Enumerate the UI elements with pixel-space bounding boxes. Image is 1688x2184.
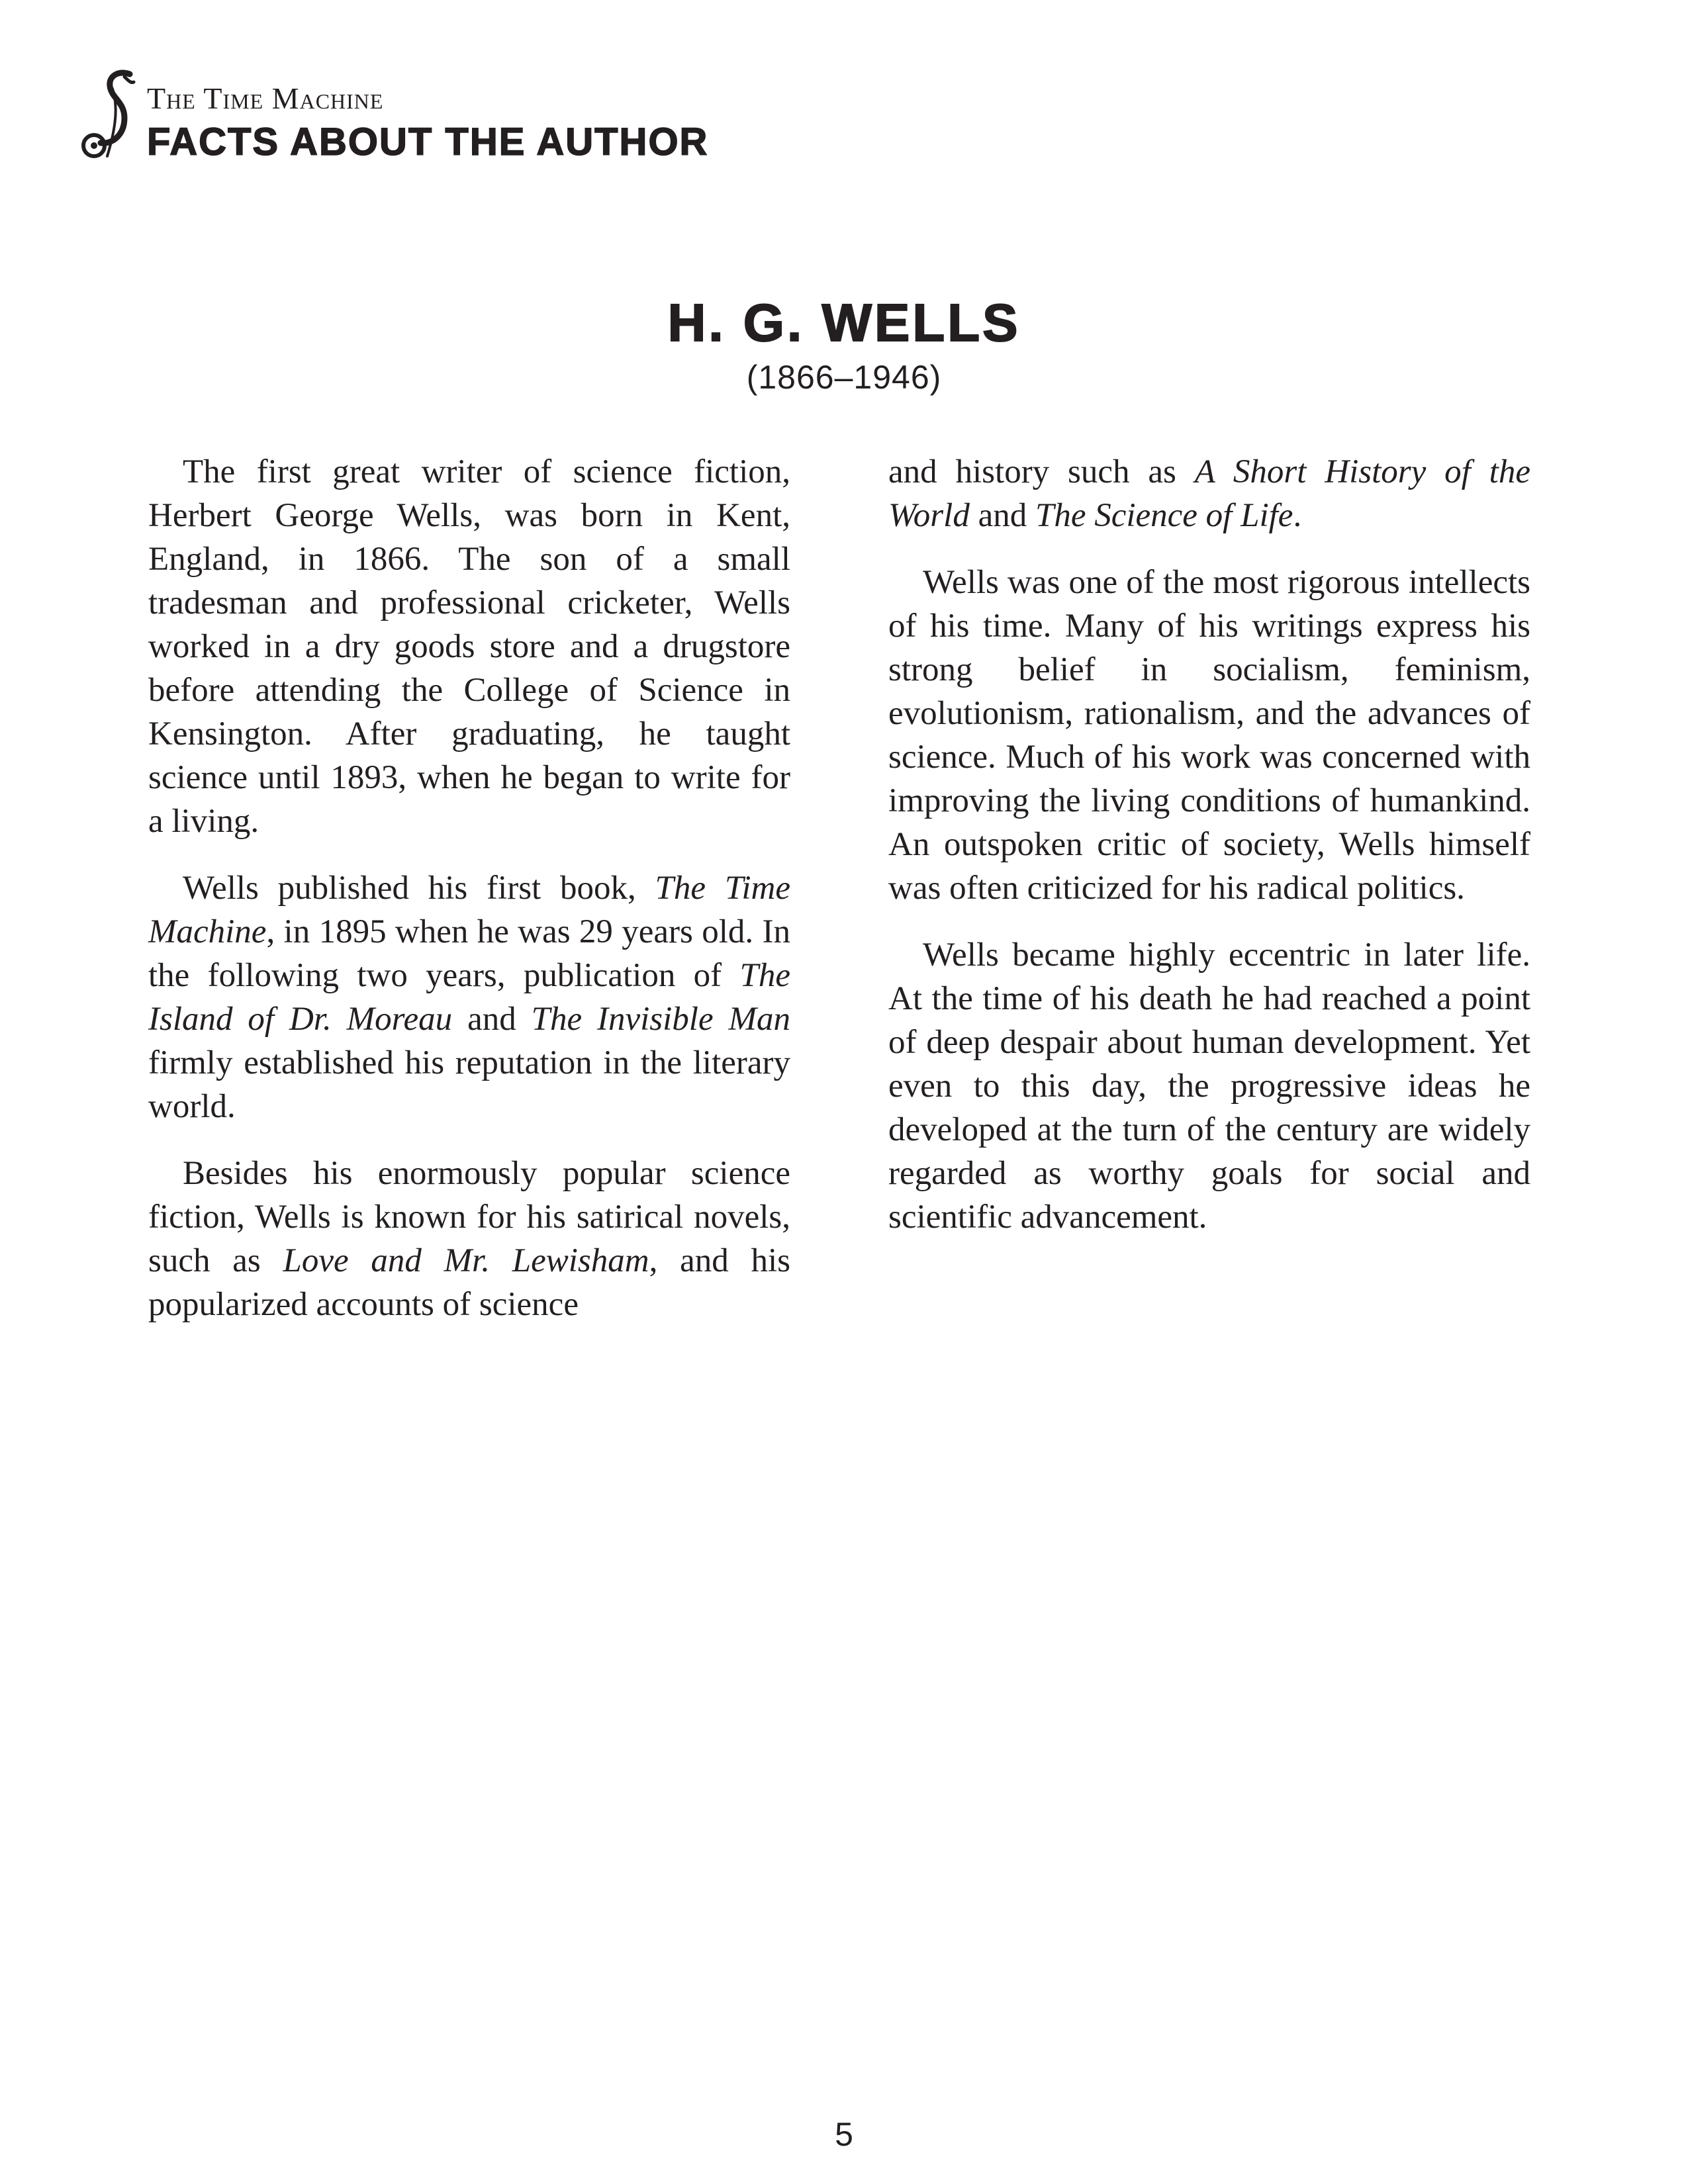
- paragraph: [148, 866, 790, 1128]
- book-title: The Invisible Man: [531, 1001, 790, 1038]
- text-run: firmly established his reputation in the literary world.: [148, 1044, 790, 1125]
- paragraph: The first great writer of science fiction, Herbert George Wells, was born in Kent, England, in 1866. The son of a small tradesman and professional cricketer, Wells worked in a dry goods store and a drugstore before attending the College of Science in Kensington. After graduating, he taught science until 1893, when he began to write for a living.: [148, 453, 790, 840]
- section-title: FACTS ABOUT THE AUTHOR: [147, 120, 709, 163]
- paragraph: [888, 450, 1530, 537]
- paragraph: Wells became highly eccentric in later life. At the time of his death he had reached a point of deep despair about human development. Yet even to this day, the progressive ideas he developed at the turn of the century are widely regarded as worthy goals for social and scientific advancement.: [888, 936, 1530, 1236]
- text-run: , in 1895 when he was 29 years old. In the following two years, publication of: [148, 913, 790, 994]
- text-run: Wells published his first book,: [183, 870, 655, 907]
- book-title: The Time Machine: [148, 870, 790, 950]
- text-run: and: [969, 497, 1035, 534]
- paragraph: Wells was one of the most rigorous intellects of his time. Many of his writings express his strong belief in socialism, feminism, evolutionism, rationalism, and the advances of science. Much of his work was concerned with improving the living conditions of humankind. An outspoken critic of society, Wells himself was often criticized for his radical politics.: [888, 564, 1530, 907]
- book-title: Love and Mr. Lewisham: [283, 1242, 649, 1279]
- text-run: , and his popularized accounts of science: [148, 1242, 790, 1323]
- book-title: The Science of Life: [1035, 497, 1293, 534]
- book-title: A Short History of the World: [888, 453, 1530, 534]
- text-run: .: [1293, 497, 1302, 534]
- author-dates: (1866–1946): [746, 359, 942, 396]
- paragraph: [148, 1152, 790, 1326]
- text-run: and: [452, 1001, 532, 1038]
- ornamental-s-clef-icon: [78, 69, 142, 168]
- text-run: Besides his enormously popular science fiction, Wells is known for his satirical novels, such as: [148, 1155, 790, 1279]
- right-column: [888, 450, 1530, 1262]
- text-run: and history such as: [888, 453, 1195, 490]
- series-title: The Time Machine: [147, 81, 384, 115]
- author-name: H. G. WELLS: [667, 293, 1021, 352]
- book-title: The Island of Dr. Moreau: [148, 957, 790, 1038]
- left-column: [148, 450, 790, 1349]
- page-number: 5: [835, 2116, 853, 2153]
